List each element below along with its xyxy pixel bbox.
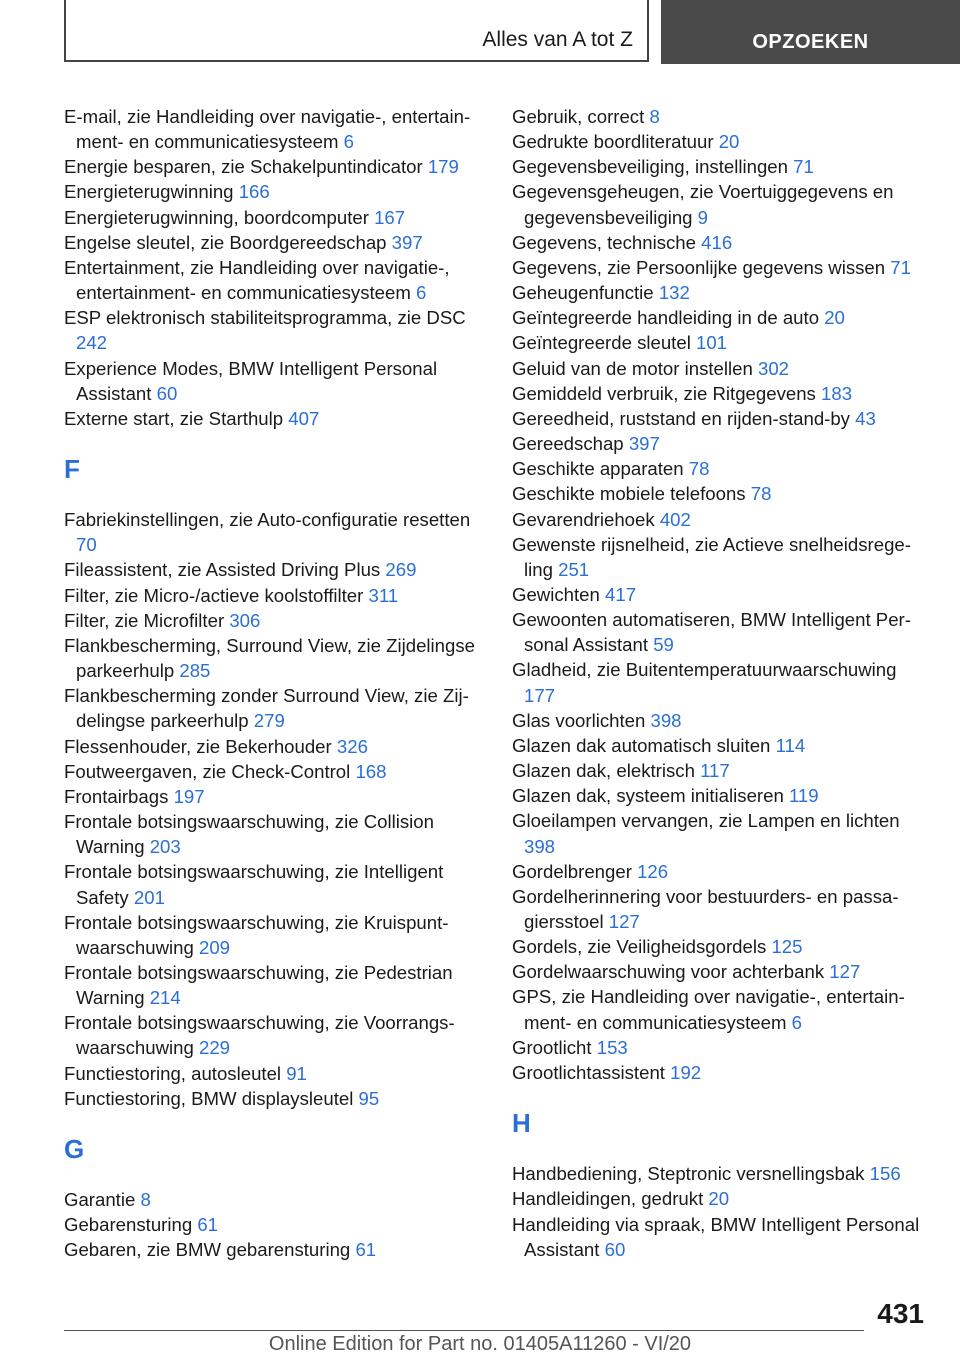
index-entry [64, 633, 484, 683]
footer-divider [64, 1330, 864, 1331]
index-entry [512, 507, 932, 532]
section-header [64, 0, 649, 62]
index-page-link[interactable]: 117 [700, 760, 730, 782]
index-entry [512, 230, 932, 255]
index-entry [512, 984, 932, 1034]
index-page-link[interactable]: 61 [197, 1214, 219, 1236]
index-letter-heading: G [64, 1133, 85, 1164]
index-page-link[interactable]: 61 [355, 1239, 377, 1261]
index-page-link[interactable]: 127 [608, 911, 640, 932]
index-page-link[interactable]: 59 [653, 634, 674, 656]
index-entry [64, 356, 484, 406]
index-entry-text: Gewichten [512, 583, 606, 605]
index-entry-text: Gevarendriehoek [512, 508, 660, 530]
index-page-link[interactable]: 8 [140, 1189, 151, 1211]
index-entry-text: Gloeilampen vervangen, zie Lampen en lichten [512, 810, 900, 832]
index-entry [512, 1212, 932, 1262]
index-entry-text: Glazen dak automatisch sluiten [512, 734, 776, 756]
index-page-link[interactable]: 398 [524, 835, 556, 857]
index-entry-text: Glazen dak, elektrisch [512, 760, 701, 782]
index-entry-text: Frontale botsingswaarschuwing, zie Voorrangswaarschuwing [64, 1012, 455, 1059]
index-page-link[interactable]: 242 [76, 332, 108, 354]
index-entry-text: Handbediening, Steptronic versnellingsbak [512, 1163, 870, 1185]
index-entry [64, 154, 484, 179]
index-entry-text: Geluid van de motor instellen [512, 357, 758, 379]
index-entry-text: Gereedschap [512, 433, 629, 455]
index-entry-text: Engelse sleutel, zie Boordgereedschap [64, 231, 392, 253]
index-entry [512, 104, 932, 129]
index-page-link[interactable]: 20 [718, 131, 740, 153]
index-page-link[interactable]: 302 [758, 357, 790, 379]
index-page-link[interactable]: 177 [524, 684, 556, 706]
index-entry [512, 758, 932, 783]
index-entry [64, 507, 484, 557]
index-entry-text: Gemiddeld verbruik, zie Ritgegevens [512, 382, 822, 404]
index-column-left [64, 104, 484, 1263]
index-entry [64, 759, 484, 784]
index-entry [64, 104, 484, 154]
index-page-link[interactable]: 6 [416, 282, 427, 304]
index-entry [512, 381, 932, 406]
index-entry-text: Gordels, zie Veiligheidsgordels [512, 936, 772, 958]
index-entry-text: Grootlicht [512, 1036, 597, 1058]
index-entry-text: Gereedheid, ruststand en rijden-stand-by [512, 407, 856, 429]
index-entry [64, 205, 484, 230]
index-page-link[interactable]: 167 [374, 206, 406, 228]
index-entry [512, 1186, 932, 1211]
index-page-link[interactable]: 125 [771, 936, 803, 958]
index-entry [64, 608, 484, 633]
index-entry [64, 557, 484, 582]
index-page-link[interactable]: 279 [253, 710, 285, 732]
index-entry-text: Handleiding via spraak, BMW Intelligent Personal Assistant [512, 1213, 920, 1260]
index-page-link[interactable]: 201 [133, 886, 165, 908]
index-page-link[interactable]: 197 [173, 785, 205, 807]
index-page-link[interactable]: 20 [708, 1188, 730, 1210]
index-entry [512, 733, 932, 758]
index-entry [64, 1086, 484, 1111]
index-page-link[interactable]: 311 [368, 584, 399, 606]
index-page-link[interactable]: 95 [358, 1087, 380, 1109]
index-page-link[interactable]: 398 [650, 709, 682, 731]
index-entry [64, 305, 484, 355]
index-entry [64, 683, 484, 733]
index-entry-text: Energie besparen, zie Schakelpuntindicator [64, 156, 428, 178]
index-entry-text: Gebarensturing [64, 1214, 198, 1236]
index-letter-heading: F [64, 454, 80, 485]
index-entry [512, 532, 932, 582]
index-entry [512, 305, 932, 330]
index-page-link[interactable]: 183 [821, 382, 853, 404]
index-page-link[interactable]: 306 [229, 609, 261, 631]
index-page-link[interactable]: 168 [355, 760, 387, 782]
index-entry [64, 255, 484, 305]
index-column-right [512, 104, 932, 1262]
index-page-link[interactable]: 203 [149, 836, 181, 858]
index-page-link[interactable]: 156 [869, 1163, 901, 1185]
page-number: 431 [877, 1298, 924, 1329]
index-page-link[interactable]: 153 [596, 1036, 628, 1058]
index-entry [64, 1010, 484, 1060]
index-entry-text: Foutweergaven, zie Check-Control [64, 760, 356, 782]
index-page-link[interactable]: 6 [791, 1011, 802, 1033]
index-page-link[interactable]: 397 [628, 433, 660, 455]
opzoeken-tab[interactable] [661, 0, 960, 64]
index-entry-text: Geïntegreerde handleiding in de auto [512, 307, 825, 329]
index-page-link[interactable]: 214 [149, 987, 181, 1009]
index-page-link[interactable]: 251 [558, 558, 590, 580]
index-entry [64, 809, 484, 859]
index-entry-text: ESP elektronisch stabiliteitsprogramma, zie DSC [64, 307, 466, 329]
index-page-link[interactable]: 8 [649, 106, 660, 127]
index-page-link[interactable]: 114 [775, 734, 806, 756]
index-entry-text: Filter, zie Micro-/actieve koolstoffilter [64, 584, 369, 606]
index-entry [512, 859, 932, 884]
index-page-link[interactable]: 407 [288, 407, 320, 429]
index-entry [512, 431, 932, 456]
index-entry [512, 154, 932, 179]
index-entry [512, 481, 932, 506]
index-entry-text: Grootlichtassistent [512, 1061, 671, 1083]
index-entry-text: Flankbescherming, Surround View, zie Zijdelingse parkeerhulp [64, 634, 475, 682]
index-entry [512, 1161, 932, 1186]
index-entry [64, 1061, 484, 1086]
index-page-link[interactable]: 71 [890, 256, 911, 278]
index-entry-text: Frontale botsingswaarschuwing, zie Pedestrian Warning [64, 961, 453, 1009]
index-page-link[interactable]: 285 [179, 660, 211, 682]
index-entry [512, 330, 932, 355]
index-entry-text: Functiestoring, autosleutel [64, 1062, 287, 1084]
index-page-link[interactable]: 91 [286, 1062, 307, 1084]
index-entry [64, 910, 484, 960]
index-entry [64, 583, 484, 608]
index-page-link[interactable]: 166 [238, 181, 270, 203]
index-entry-text: Gebruik, correct [512, 106, 650, 127]
index-entry-text: E-mail, zie Handleiding over navigatie-, entertainment- en communicatiesysteem [64, 106, 471, 153]
index-entry [64, 1212, 484, 1237]
index-entry [512, 1035, 932, 1060]
index-entry [512, 456, 932, 481]
index-entry [64, 1237, 484, 1262]
index-entry [64, 1187, 484, 1212]
index-entry-text: Gordelbrenger [512, 860, 638, 882]
index-entry-text: GPS, zie Handleiding over navigatie-, entertainment- en communicatiesysteem [512, 986, 905, 1033]
index-entry [64, 784, 484, 809]
index-entry [64, 734, 484, 759]
index-page-link[interactable]: 71 [793, 156, 814, 178]
index-entry-text: Gordelwaarschuwing voor achterbank [512, 961, 830, 983]
index-page-link[interactable]: 192 [670, 1061, 702, 1083]
index-entry-text: Glazen dak, systeem initialiseren [512, 785, 789, 807]
index-entry [512, 657, 932, 707]
index-entry-text: Gegevensgeheugen, zie Voertuiggegevens en gegevensbeveiliging [512, 181, 894, 228]
index-entry [64, 960, 484, 1010]
index-entry-text: Handleidingen, gedrukt [512, 1188, 709, 1210]
index-entry-text: Gordelherinnering voor bestuurders- en passagiersstoel [512, 885, 899, 932]
index-entry [512, 356, 932, 381]
index-page-link[interactable]: 127 [829, 961, 861, 983]
index-entry [512, 607, 932, 657]
index-entry-text: Frontale botsingswaarschuwing, zie Collision Warning [64, 811, 434, 858]
index-entry [512, 255, 932, 280]
index-entry [64, 230, 484, 255]
index-page-link[interactable]: 9 [697, 206, 709, 228]
index-entry [512, 959, 932, 984]
index-entry [64, 406, 484, 431]
index-entry [512, 884, 932, 934]
index-letter-heading: H [512, 1108, 531, 1139]
footer-edition: Online Edition for Part no. 01405A11260 - VI/20 [268, 1333, 692, 1355]
index-entry-text: Geheugenfunctie [512, 282, 659, 304]
index-entry-text: Gegevens, technische [512, 231, 702, 253]
index-entry-text: Gebaren, zie BMW gebarensturing [64, 1239, 356, 1261]
index-entry-text: Gedrukte boordliteratuur [512, 131, 719, 153]
index-entry-text: Filter, zie Microfilter [64, 609, 230, 631]
index-page-link[interactable]: 126 [637, 860, 669, 882]
index-page-link[interactable]: 60 [156, 382, 178, 404]
index-entry-text: Flankbescherming zonder Surround View, zie Zijdelingse parkeerhulp [64, 685, 469, 732]
index-entry-text: Entertainment, zie Handleiding over navigatie-, entertainment- en communicatiesysteem [64, 256, 450, 304]
index-entry [512, 783, 932, 808]
index-entry-text: Energieterugwinning [64, 181, 239, 203]
index-entry [512, 582, 932, 607]
index-page-link[interactable]: 6 [343, 131, 354, 153]
index-page-link[interactable]: 179 [427, 156, 459, 178]
index-page-link[interactable]: 43 [855, 407, 876, 429]
index-entry-text: Fileassistent, zie Assisted Driving Plus [64, 559, 386, 581]
index-page-link[interactable]: 119 [788, 785, 819, 807]
index-entry-text: Gewenste rijsnelheid, zie Actieve snelheidsregeling [512, 533, 911, 580]
index-entry [64, 859, 484, 909]
index-entry-text: Frontairbags [64, 785, 174, 807]
section-title: Alles van A tot Z [482, 28, 633, 51]
index-page-link[interactable]: 101 [696, 332, 728, 354]
index-page-link[interactable]: 20 [824, 307, 845, 329]
index-page-link[interactable]: 326 [336, 735, 368, 757]
index-entry [512, 708, 932, 733]
index-entry-text: Gladheid, zie Buitentemperatuurwaarschuwing [512, 659, 897, 681]
index-page-link[interactable]: 229 [198, 1037, 231, 1059]
opzoeken-tab-label: OPZOEKEN [752, 31, 869, 53]
index-entry-text: Fabriekinstellingen, zie Auto-configuratie resetten [64, 509, 471, 531]
index-page-link[interactable]: 397 [391, 231, 423, 253]
index-page-link[interactable]: 402 [659, 508, 691, 530]
index-entry-text: Energieterugwinning, boordcomputer [64, 206, 375, 228]
index-entry [512, 129, 932, 154]
index-entry [64, 179, 484, 204]
index-entry-text: Externe start, zie Starthulp [64, 407, 289, 429]
index-entry-text: Gegevensbeveiliging, instellingen [512, 156, 794, 178]
index-page-link[interactable]: 417 [605, 583, 637, 605]
index-entry [512, 179, 932, 229]
index-entry-text: Experience Modes, BMW Intelligent Personal Assistant [64, 357, 438, 404]
index-entry [512, 934, 932, 959]
index-entry-text: Geïntegreerde sleutel [512, 332, 696, 354]
index-entry-text: Glas voorlichten [512, 709, 651, 731]
index-entry-text: Gewoonten automatiseren, BMW Intelligent Personal Assistant [512, 609, 911, 656]
index-entry-text: Frontale botsingswaarschuwing, zie Intelligent Safety [64, 861, 444, 908]
index-page-link[interactable]: 78 [750, 483, 772, 505]
index-page-link[interactable]: 209 [198, 936, 231, 958]
index-entry-text: Frontale botsingswaarschuwing, zie Kruispuntwaarschuwing [64, 911, 449, 958]
index-entry-text: Garantie [64, 1189, 141, 1211]
index-page-link[interactable]: 416 [701, 231, 733, 253]
index-entry [512, 808, 932, 858]
index-page-link[interactable]: 60 [604, 1238, 626, 1260]
index-entry-text: Functiestoring, BMW displaysleutel [64, 1087, 359, 1109]
index-page-link[interactable]: 78 [688, 458, 710, 480]
index-page-link[interactable]: 70 [76, 534, 97, 556]
index-entry [512, 406, 932, 431]
index-page-link[interactable]: 132 [658, 282, 690, 304]
index-page-link[interactable]: 269 [385, 559, 417, 581]
index-entry-text: Geschikte apparaten [512, 458, 689, 480]
index-entry-text: Geschikte mobiele telefoons [512, 483, 751, 505]
index-entry-text: Flessenhouder, zie Bekerhouder [64, 735, 337, 757]
index-entry [512, 1060, 932, 1085]
index-entry [512, 280, 932, 305]
index-entry-text: Gegevens, zie Persoonlijke gegevens wissen [512, 256, 891, 278]
